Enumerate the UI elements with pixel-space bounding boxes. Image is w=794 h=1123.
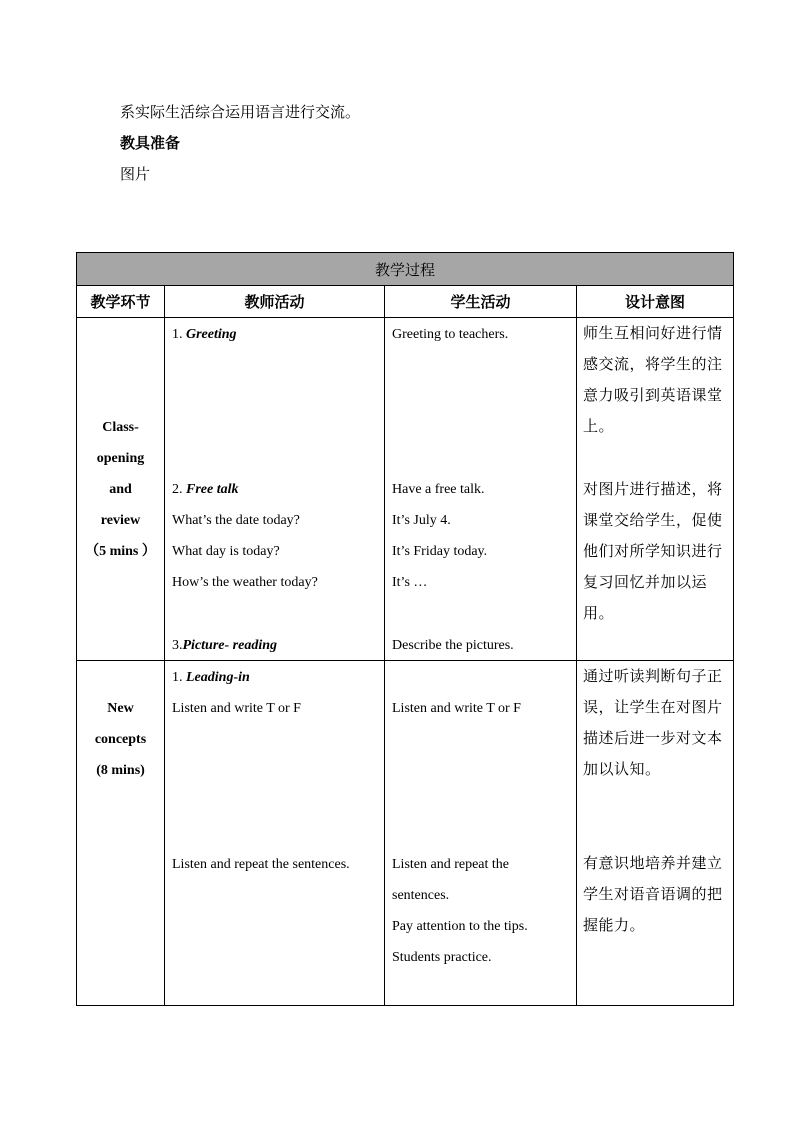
- lesson-table: [76, 252, 734, 1006]
- student-item: Listen and repeat the: [392, 857, 510, 872]
- header-intent: 设计意图: [577, 286, 734, 318]
- student-item: Have a free talk.: [392, 482, 485, 497]
- student-item: It’s July 4.: [392, 513, 451, 528]
- student-item: Describe the pictures.: [392, 638, 514, 653]
- design-intent-cell: [577, 661, 734, 1006]
- header-student: 学生活动: [385, 286, 577, 318]
- teacher-activity-cell: [165, 318, 385, 661]
- teacher-item: 2. Free talk: [172, 482, 239, 497]
- header-teacher: 教师活动: [165, 286, 385, 318]
- stage-cell: New concepts (8 mins): [77, 661, 165, 1006]
- teacher-activity-cell: [165, 661, 385, 1006]
- student-activity-cell: [385, 318, 577, 661]
- teacher-item: 3.Picture- reading: [172, 638, 277, 653]
- intent-text: 有意识地培养并建立学生对语音语调的把握能力。: [583, 854, 723, 934]
- teacher-item: What day is today?: [172, 544, 280, 559]
- teacher-item: Listen and write T or F: [172, 701, 301, 716]
- intent-text: 对图片进行描述，将课堂交给学生，促使他们对所学知识进行复习回忆并加以运用。: [583, 480, 723, 622]
- student-item: sentences.: [392, 888, 450, 903]
- student-item: Pay attention to the tips.: [392, 919, 528, 934]
- intent-text: 师生互相问好进行情感交流，将学生的注意力吸引到英语课堂上。: [583, 324, 723, 435]
- intro-text: 系实际生活综合运用语言进行交流。: [120, 103, 361, 121]
- materials-heading: 教具准备: [120, 134, 181, 152]
- student-item: Greeting to teachers.: [392, 327, 509, 342]
- teacher-item: 1. Greeting: [172, 327, 237, 342]
- design-intent-cell: [577, 318, 734, 661]
- student-activity-cell: [385, 661, 577, 1006]
- student-item: It’s Friday today.: [392, 544, 488, 559]
- student-item: It’s …: [392, 575, 428, 590]
- intent-text: 通过听读判断句子正误，让学生在对图片描述后进一步对文本加以认知。: [583, 667, 723, 778]
- teacher-item: Listen and repeat the sentences.: [172, 857, 350, 872]
- student-item: Students practice.: [392, 950, 492, 965]
- materials-text: 图片: [120, 165, 151, 183]
- table-title: 教学过程: [77, 253, 734, 286]
- table-row: [77, 318, 734, 661]
- stage-cell: Class- opening and review （5 mins ）: [77, 318, 165, 661]
- teacher-item: How’s the weather today?: [172, 575, 318, 590]
- teacher-item: 1. Leading-in: [172, 670, 250, 685]
- teacher-item: What’s the date today?: [172, 513, 300, 528]
- table-row: [77, 661, 734, 1006]
- student-item: Listen and write T or F: [392, 701, 521, 716]
- header-stage: 教学环节: [77, 286, 165, 318]
